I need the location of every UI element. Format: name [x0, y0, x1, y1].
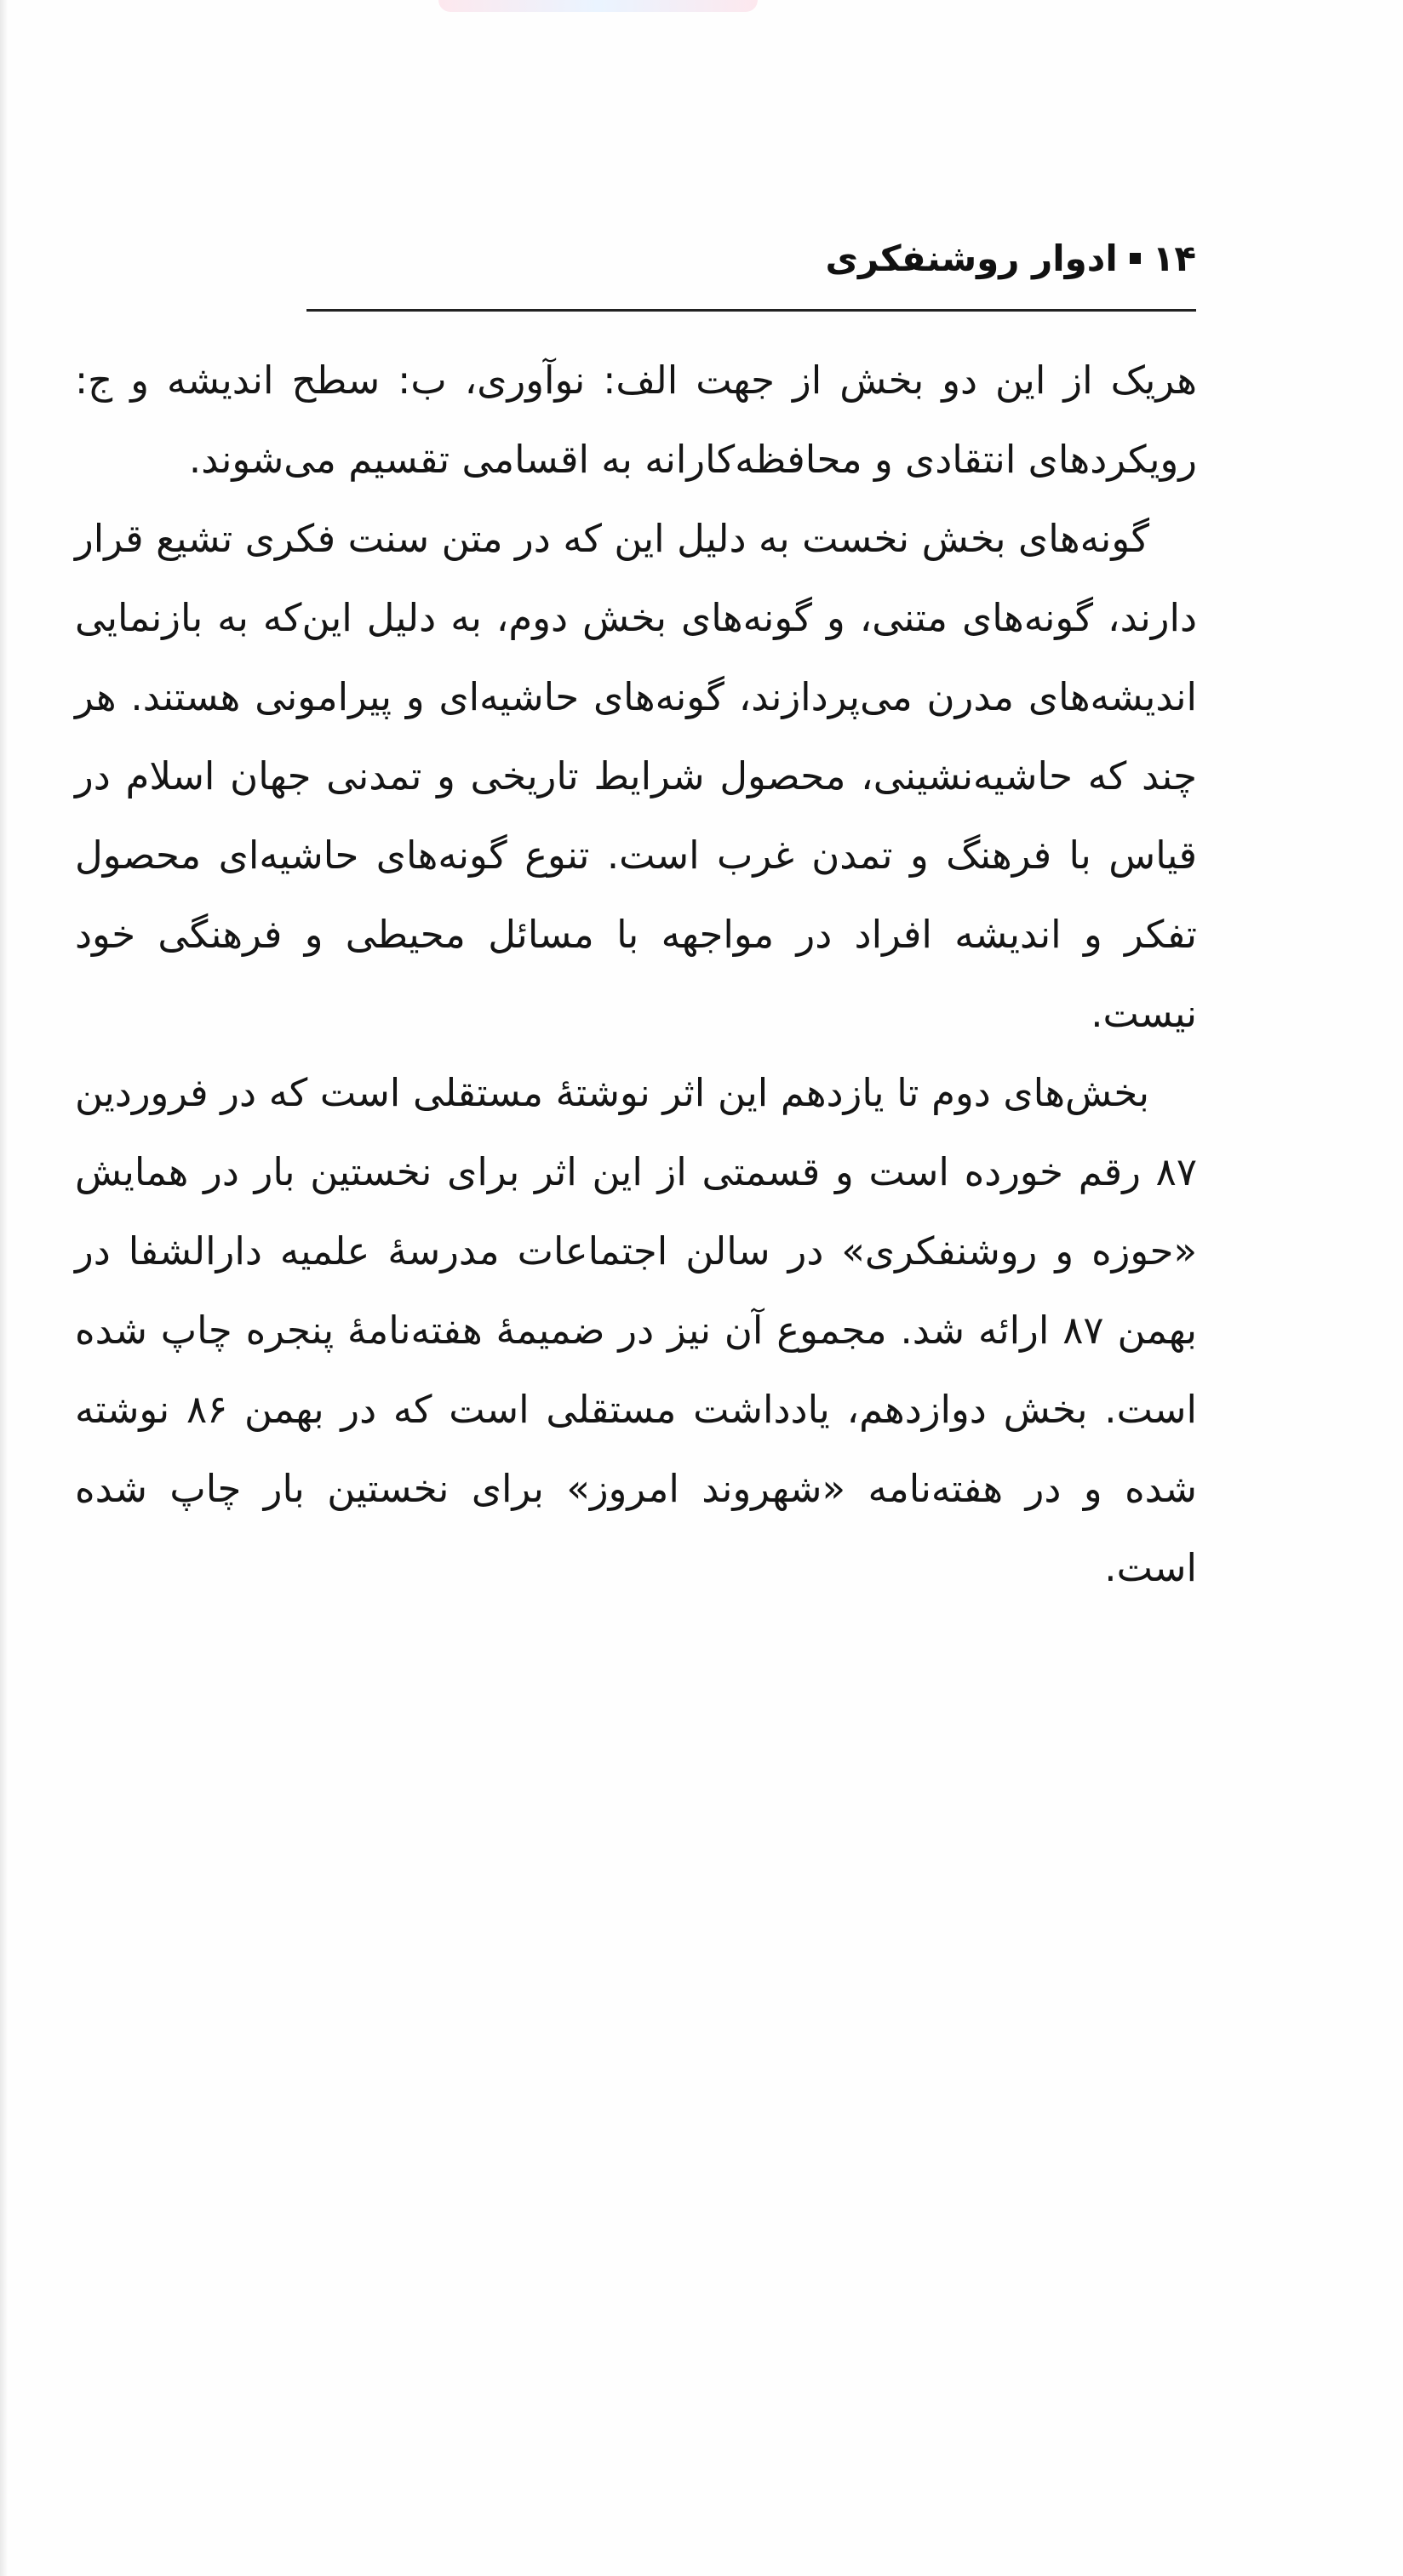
scan-left-edge: [0, 0, 9, 2576]
book-title: ادوار روشنفکری: [825, 237, 1118, 279]
body-text: [75, 341, 1197, 1607]
header-square-ornament: [1130, 253, 1141, 264]
paragraph-2: گونه‌های بخش نخست به دلیل این که در متن سنت فکری تشیع قرار دارند، گونه‌های متنی، و گونه‌های بخش دوم، به دلیل این‌که به بازنمایی اندیشه‌های مدرن می‌پردازند، گونه‌های حاشیه‌ای و پیرامونی هستند. هر چند که حاشیه‌نشینی، محصول شرایط تاریخی و تمدنی جهان اسلام در قیاس با فرهنگ و تمدن غرب است. تنوع گونه‌های حاشیه‌ای محصول تفکر و اندیشه افراد در مواجهه با مسائل محیطی و فرهنگی خود نیست.: [75, 516, 1197, 1036]
page-number: ۱۴: [1152, 237, 1196, 279]
scan-color-mark: [438, 0, 758, 12]
paragraph-3: بخش‌های دوم تا یازدهم این اثر نوشتهٔ مستقلی است که در فروردین ۸۷ رقم خورده است و قسمتی از این اثر برای نخستین بار در همایش «حوزه و روشنفکری» در سالن اجتماعات مدرسهٔ علمیه دارالشفا در بهمن ۸۷ ارائه شد. مجموع آن نیز در ضمیمهٔ هفته‌نامهٔ پنجره چاپ شده است. بخش دوازدهم، یادداشت مستقلی است که در بهمن ۸۶ نوشته شده و در هفته‌نامه «شهروند امروز» برای نخستین بار چاپ شده است.: [75, 1070, 1198, 1590]
header-rule: [306, 309, 1196, 312]
running-header: [306, 228, 1196, 288]
paragraph-1: هریک از این دو بخش از جهت الف: نوآوری، ب: سطح اندیشه و ج: رویکردهای انتقادی و محافظه‌کارانه به اقسامی تقسیم می‌شوند.: [75, 358, 1197, 482]
